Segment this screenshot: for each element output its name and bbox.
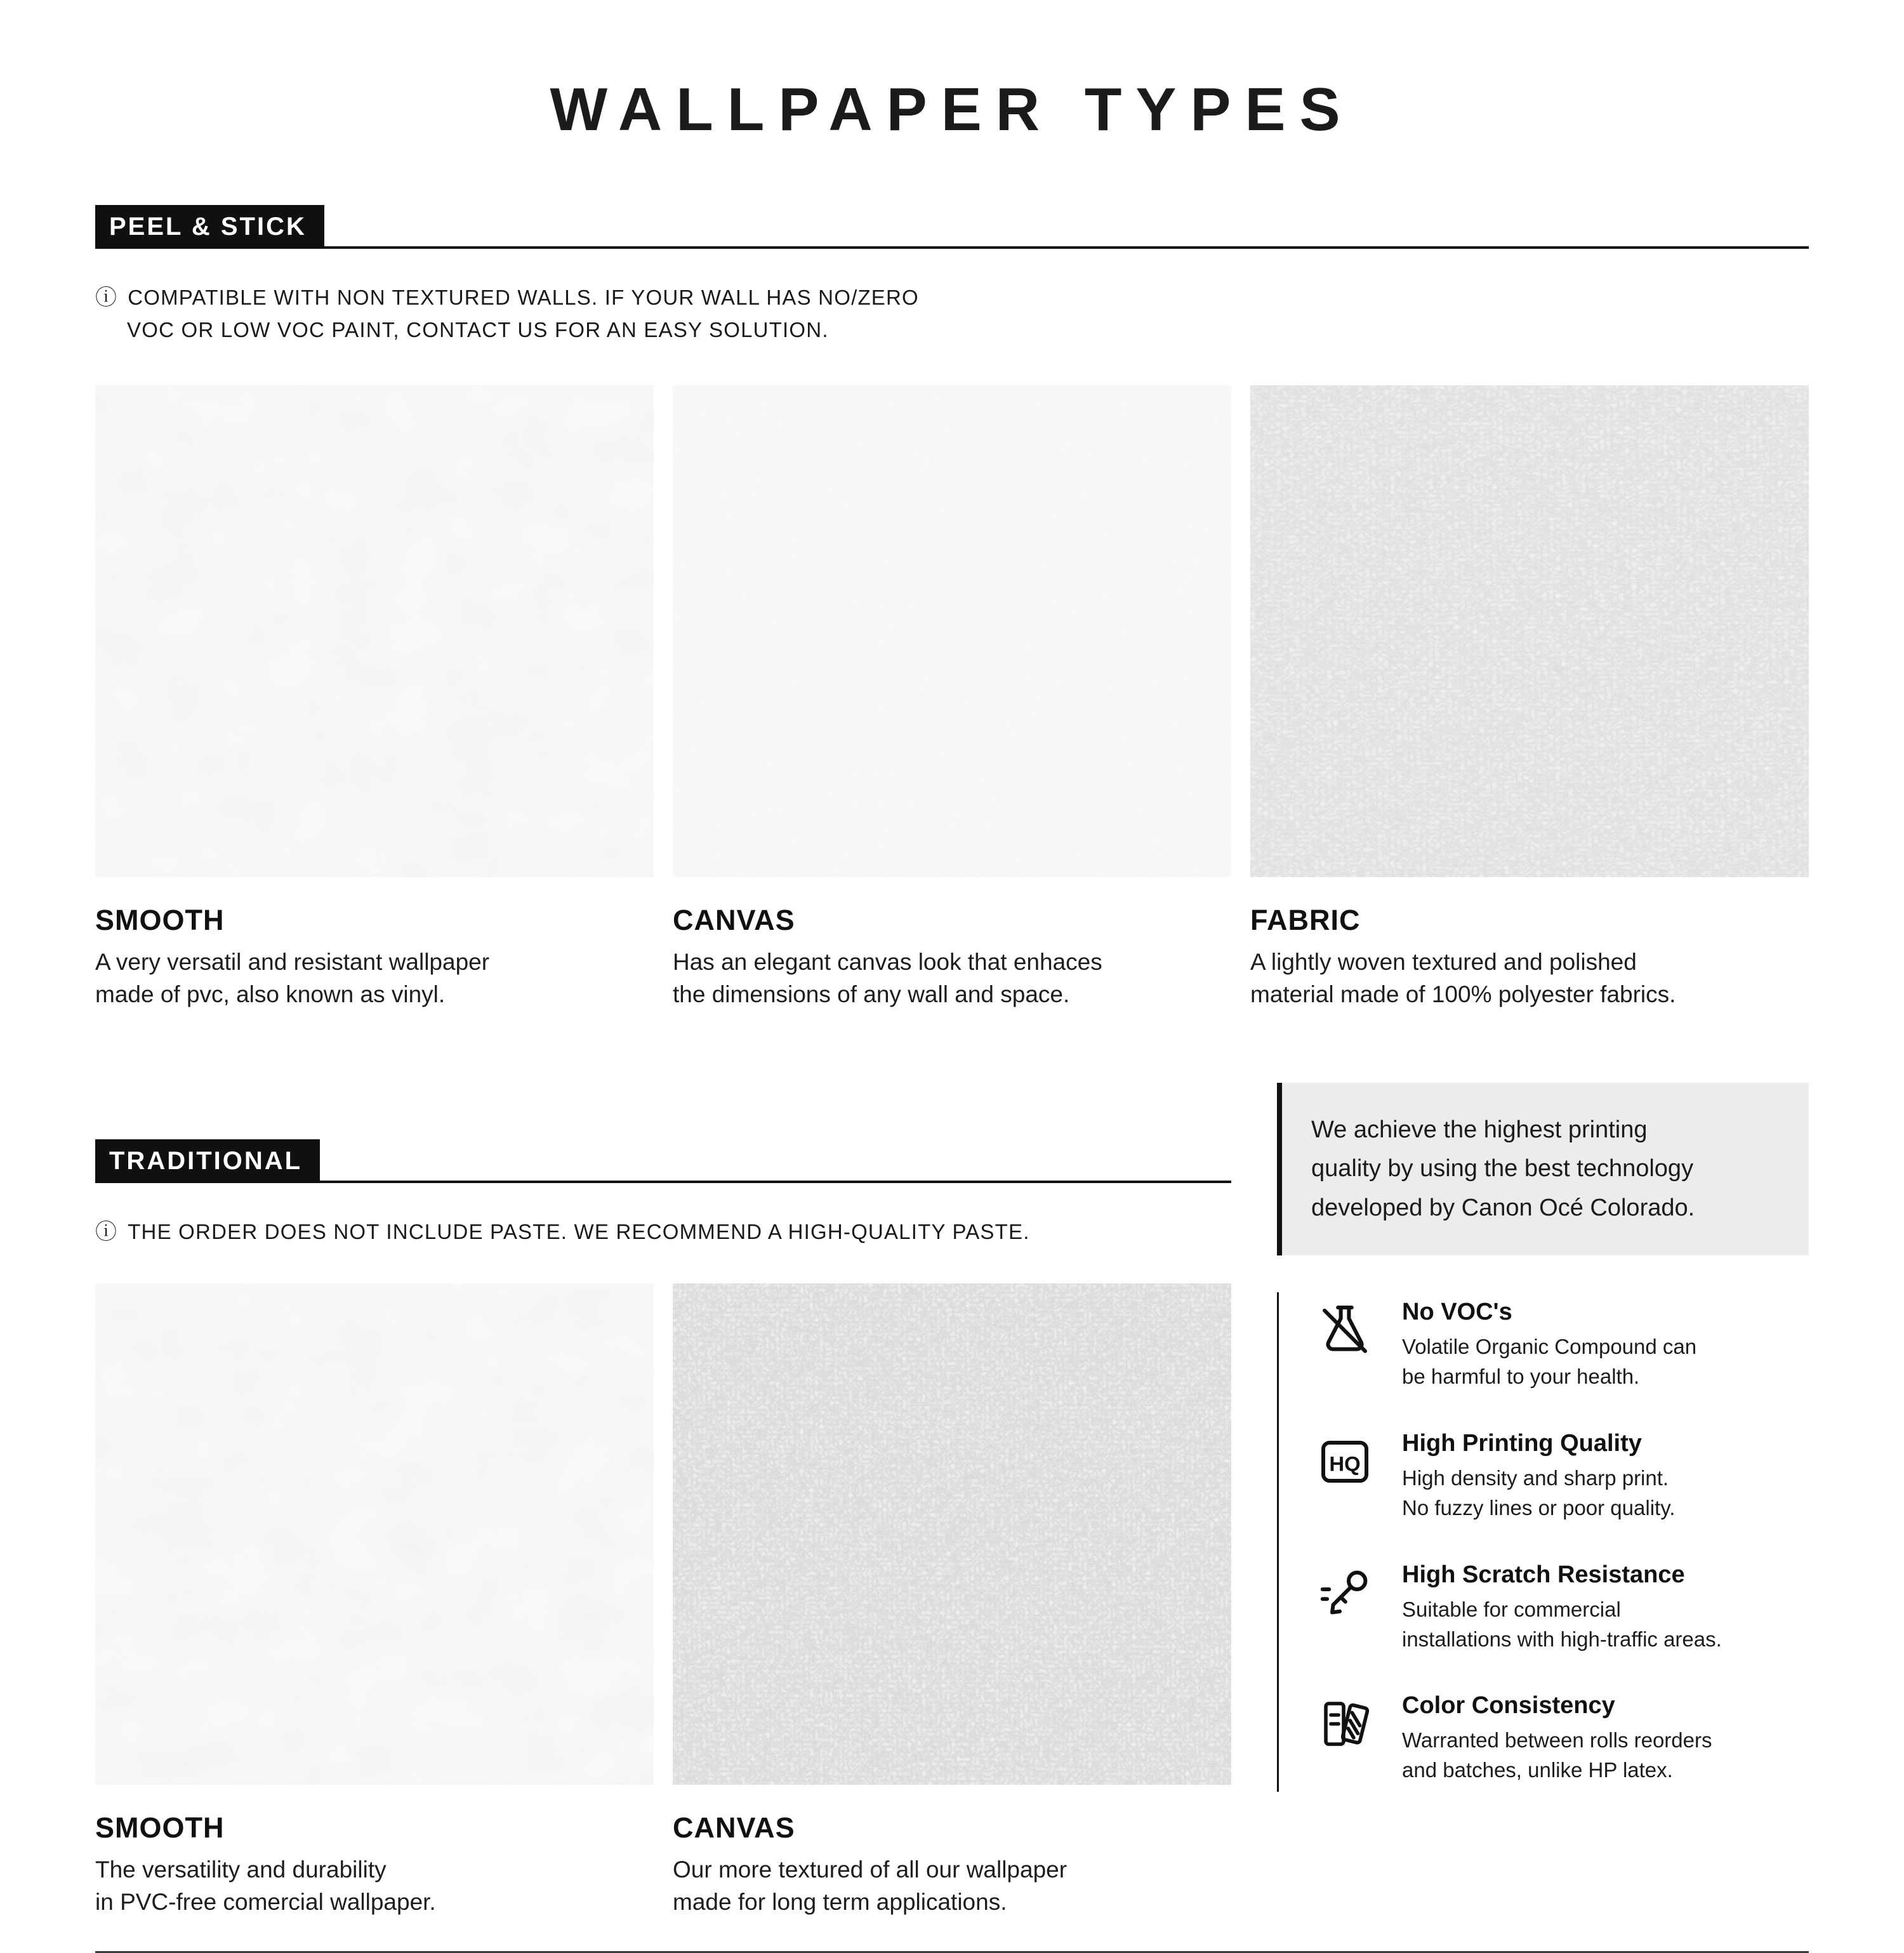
description-line: material made of 100% polyester fabrics. <box>1250 981 1676 1007</box>
feature-description <box>1402 1595 1722 1655</box>
description-line: The versatility and durability <box>95 1856 387 1883</box>
peel-stick-rule <box>324 246 1809 249</box>
statement-line: We achieve the highest printing <box>1311 1116 1648 1143</box>
swatch-card-smooth <box>95 1283 654 1918</box>
feature-title: Color Consistency <box>1402 1692 1615 1719</box>
description-line: Has an elegant canvas look that enhaces <box>673 948 1102 975</box>
traditional-note <box>95 1216 1231 1248</box>
traditional-and-quality-row <box>95 1079 1809 1918</box>
feature-scratch-resistance <box>1314 1561 1809 1655</box>
swatch-description <box>673 946 1231 1010</box>
swatch-description <box>95 1853 654 1918</box>
bottom-divider <box>95 1951 1809 1953</box>
note-text-line: COMPATIBLE WITH NON TEXTURED WALLS. IF YOUR WALL HAS NO/ZERO <box>128 286 919 309</box>
description-line: No fuzzy lines or poor quality. <box>1402 1495 1676 1519</box>
description-line: A very versatil and resistant wallpaper <box>95 948 490 975</box>
traditional-header <box>95 1139 1231 1183</box>
feature-text <box>1402 1299 1696 1392</box>
description-line: Warranted between rolls reorders <box>1402 1728 1712 1752</box>
swatch-card-fabric <box>1250 385 1809 1010</box>
note-text-line: VOC OR LOW VOC PAINT, CONTACT US FOR AN EASY SOLUTION. <box>127 318 829 341</box>
info-icon: ⓘ <box>95 286 118 310</box>
swatch-description <box>673 1853 1231 1918</box>
feature-no-voc <box>1314 1299 1809 1392</box>
feature-description <box>1402 1464 1675 1523</box>
description-line: Our more textured of all our wallpaper <box>673 1856 1068 1883</box>
swatch-name: CANVAS <box>673 903 795 936</box>
swatch-name: SMOOTH <box>95 903 225 936</box>
note-row <box>95 282 1809 314</box>
peel-stick-label: PEEL & STICK <box>95 205 324 249</box>
traditional-section <box>95 1079 1231 1918</box>
description-line: installations with high-traffic areas. <box>1402 1627 1722 1651</box>
feature-description <box>1402 1332 1696 1392</box>
swatch-name: SMOOTH <box>95 1811 225 1844</box>
peel-stick-section <box>95 205 1809 1010</box>
swatch-card-canvas <box>673 385 1231 1010</box>
feature-title: High Scratch Resistance <box>1402 1561 1685 1588</box>
quality-column <box>1277 1079 1809 1918</box>
description-line: Volatile Organic Compound can <box>1402 1335 1697 1359</box>
peel-stick-note <box>95 282 1809 346</box>
feature-text <box>1402 1561 1722 1655</box>
description-line: A lightly woven textured and polished <box>1250 948 1637 975</box>
peel-stick-header <box>95 205 1809 249</box>
quality-statement <box>1277 1083 1809 1256</box>
feature-title: High Printing Quality <box>1402 1429 1642 1457</box>
swatch-description <box>95 946 654 1010</box>
swatch-card-canvas <box>673 1283 1231 1918</box>
feature-high-printing-quality <box>1314 1430 1809 1523</box>
feature-description <box>1402 1726 1712 1785</box>
feature-color-consistency <box>1314 1692 1809 1785</box>
canvas-texture-image <box>673 385 1231 877</box>
info-icon: ⓘ <box>95 1219 118 1244</box>
description-line: made of pvc, also known as vinyl. <box>95 981 446 1007</box>
swatch-name: CANVAS <box>673 1811 795 1844</box>
description-line: in PVC-free comercial wallpaper. <box>95 1888 436 1915</box>
no-voc-icon <box>1314 1300 1375 1361</box>
feature-text <box>1402 1692 1712 1785</box>
feature-list <box>1277 1292 1809 1792</box>
hq-icon <box>1314 1431 1375 1492</box>
description-line: the dimensions of any wall and space. <box>673 981 1070 1007</box>
description-line: Suitable for commercial <box>1402 1597 1621 1621</box>
swatch-name: FABRIC <box>1250 903 1361 936</box>
color-swatches-icon <box>1314 1693 1375 1754</box>
fabric-texture-image <box>1250 385 1809 877</box>
canvas-texture-image <box>673 1283 1231 1785</box>
smooth-texture-image <box>95 385 654 877</box>
smooth-texture-image <box>95 1283 654 1785</box>
traditional-label: TRADITIONAL <box>95 1139 320 1183</box>
traditional-rule <box>320 1181 1231 1183</box>
description-line: be harmful to your health. <box>1402 1365 1640 1389</box>
feature-title: No VOC's <box>1402 1299 1512 1326</box>
statement-line: developed by Canon Océ Colorado. <box>1311 1194 1695 1221</box>
note-text-line: THE ORDER DOES NOT INCLUDE PASTE. WE RECOMMEND A HIGH-QUALITY PASTE. <box>128 1219 1030 1243</box>
scratch-resistance-icon <box>1314 1563 1375 1624</box>
description-line: High density and sharp print. <box>1402 1466 1669 1490</box>
svg-text:HQ: HQ <box>1329 1452 1361 1476</box>
description-line: made for long term applications. <box>673 1888 1007 1915</box>
peel-stick-swatch-row <box>95 385 1809 1010</box>
traditional-swatch-row <box>95 1283 1231 1918</box>
note-row <box>95 1216 1231 1248</box>
swatch-card-smooth <box>95 385 654 1010</box>
feature-text <box>1402 1430 1675 1523</box>
page-title: WALLPAPER TYPES <box>550 76 1354 143</box>
swatch-description <box>1250 946 1809 1010</box>
statement-line: quality by using the best technology <box>1311 1155 1694 1182</box>
description-line: and batches, unlike HP latex. <box>1402 1758 1673 1782</box>
